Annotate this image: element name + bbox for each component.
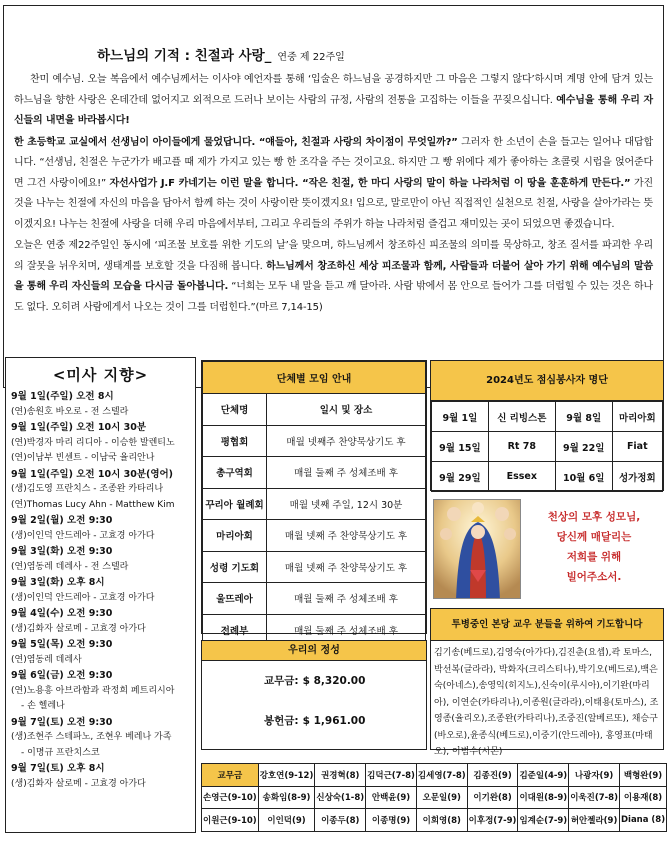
p2-bold-c: 자선사업가 J.F 카네기는 이런 말을 합니다. “작은 친절, 한 마디 사랑의 말이 하늘 나라처럼 이 땅을 훈훈하게 만든다.”: [109, 177, 631, 189]
p3-bold-b: 하느님께서 창조하신 세상 피조물과 함께, 사람들과 더불어 살아 가기 위해 예수님의 말씀을 통해 우리 자신들의 모습을 다시금 돌아봅니다.: [14, 260, 653, 292]
mass-intention: - 손 헬레나: [21, 701, 65, 711]
offering-box: [201, 640, 427, 750]
mass-date: 9월 7일(토) 오전 9:30: [11, 716, 113, 728]
offering-value: $ 8,320.00: [302, 675, 366, 687]
dues-header: 교무금: [202, 764, 259, 787]
mass-date: 9월 3일(화) 오전 9:30: [11, 546, 113, 557]
offering-title: 우리의 정성: [202, 641, 426, 661]
lunch-volunteer: 신 리빙스톤: [488, 402, 555, 432]
p2-bold-a: 한 초등학교 교실에서 선생님이 아이들에게 물었답니다. “얘들아, 친절과 사랑의 차이점이 무엇일까?”: [14, 136, 458, 148]
dues-row: [202, 809, 667, 832]
dues-member: 허안젤라(9): [569, 809, 620, 832]
p1-bold: 예수님을 통해 우리 자신들의 내면을 바라봅시다!: [14, 94, 653, 126]
dues-member: 김세영(7-8): [416, 764, 467, 787]
mary-image: [433, 499, 521, 599]
lunch-date: 9월 29일: [432, 462, 489, 492]
group-meetings-box: [201, 360, 427, 637]
dues-member: 이용재(8): [619, 786, 666, 809]
lunch-volunteer: 마리아회: [612, 402, 662, 432]
offering-label: 교무금:: [264, 675, 299, 687]
mass-list: [11, 389, 190, 792]
dues-member: 이원근(9-10): [202, 809, 259, 832]
lunch-date: 9월 22일: [555, 432, 612, 462]
group-name: 평협회: [203, 425, 267, 457]
sick-title: 투병중인 본당 교우 분들을 위하여 기도합니다: [431, 609, 663, 641]
mass-intention: (생)김도영 프란치스 - 조종완 카타리나: [11, 484, 164, 494]
paragraph-2: [14, 133, 653, 236]
mass-date: 9월 6일(금) 오전 9:30: [11, 670, 113, 681]
p2-text-d: 가진 것을 나누는 친절에 자신의 마음을 담아서 함께 하는 것이 사랑이란 뜻이겠지요! 입으로, 말로만이 아닌 직접적인 실천으로 친절, 사랑을 살아가라는 뜻이겠지요! 나누는 친절에 사랑을 더해 우리 마음에서부터, 그리고 우리들의 주위가 하늘 나라처럼 즐겁고 재미있는 곳이 되었으면 좋겠습니다.: [14, 177, 653, 230]
mary-illustration: [434, 500, 521, 599]
offering-row-dues: [202, 661, 426, 701]
group-name: 전례부: [203, 614, 267, 646]
group-name: 성령 기도회: [203, 551, 267, 583]
mass-date: 9월 5일(목) 오전 9:30: [11, 639, 113, 650]
col-group-name: 단체명: [203, 394, 267, 426]
mass-intention: (생)이인덕 안드레아 - 고효경 아가다: [11, 530, 155, 541]
mass-intention: (연)염동레 데레사 - 전 스텔라: [11, 561, 129, 572]
mass-intention: (생)이인덕 안드레아 - 고효경 아가다: [11, 592, 155, 603]
group-name: 울뜨레아: [203, 583, 267, 615]
lunch-row: [432, 432, 663, 462]
mass-date: 9월 3일(화) 오후 8시: [11, 577, 105, 588]
offering-label: 봉헌금:: [264, 715, 299, 727]
dues-member: 송화임(8-9): [258, 786, 315, 809]
mass-intentions-box: [5, 357, 196, 833]
group-schedule: 매월 넷째 주 찬양묵상기도 후: [267, 520, 426, 552]
dues-member: 김준일(4-9): [518, 764, 569, 787]
prayer-line: 당신께 매달리는: [556, 531, 632, 543]
group-name: 마리아회: [203, 520, 267, 552]
lunch-title: 2024년도 점심봉사자 명단: [431, 361, 663, 401]
lunch-volunteers-box: [430, 360, 664, 491]
article-title-text: 하느님의 기적 : 친절과 사랑_: [97, 48, 272, 64]
dues-member: 신상숙(1-8): [315, 786, 366, 809]
group-name: 총구역회: [203, 457, 267, 489]
mass-title: <미사 지향>: [52, 366, 149, 384]
group-row: [203, 457, 426, 489]
mass-date: 9월 1일(주일) 오전 8시: [11, 391, 114, 402]
p1-text: 찬미 예수님. 오늘 복음에서 예수님께서는 이사야 예언자를 통해 ‘입술은 하느님을 공경하지만 그 마음은 그렇지 않다’하시며 계명 안에 담겨 있는 하느님을 향한 사랑은 온데간데 없어지고 외적으로 드러나 보이는 사람의 규정, 사람의 전통을 고집하는 이들을 꾸짖으십니다.: [14, 74, 653, 106]
article-box: [3, 5, 664, 388]
sick-parishioners-box: [430, 608, 664, 757]
group-schedule: 매월 넷째 주 찬양묵상기도 후: [267, 551, 426, 583]
dues-member: 나광자(9): [569, 764, 620, 787]
paragraph-3: [14, 236, 653, 318]
dues-member: 이후정(7-9): [467, 809, 518, 832]
mass-date: 9월 1일(주일) 오전 10시 30분: [11, 422, 146, 433]
dues-member: 이회영(8): [416, 809, 467, 832]
prayer-text: [524, 507, 664, 587]
prayer-line: 저희를 위해: [566, 551, 622, 563]
mass-intention: (생)김화자 살로메 - 고효경 아가다: [11, 623, 146, 634]
dues-member: Diana (8): [619, 809, 666, 832]
article-subtitle: 연중 제 22주일: [277, 52, 345, 63]
article-title: [14, 44, 653, 64]
group-meetings-title: 단체별 모임 안내: [203, 362, 426, 394]
group-row: [203, 551, 426, 583]
paragraph-1: [14, 70, 653, 132]
dues-member: 이종두(8): [315, 809, 366, 832]
mass-intention: (연)이남부 빈센트 - 이남국 율리안나: [11, 453, 155, 463]
p3-text-c: “너희는 모두 내 말을 듣고 깨 달아라. 사람 밖에서 몸 안으로 들어가 그를 더럽힐 수 있는 것은 하나도 없다. 오히려 사람에게서 나오는 것이 그를 더럽힌다.”(마르 7,14-15): [14, 281, 653, 313]
dues-member: 김종진(9): [467, 764, 518, 787]
group-schedule: 매월 둘째 주 성체조배 후: [267, 583, 426, 615]
prayer-line: 빌어주소서.: [566, 571, 622, 583]
dues-table-box: [201, 763, 664, 831]
mass-intention: (생)김화자 살로메 - 고효경 아가다: [11, 778, 146, 789]
lunch-date: 9월 1일: [432, 402, 489, 432]
group-row: [203, 488, 426, 520]
dues-member: 손영근(9-10): [202, 786, 259, 809]
dues-member: 백형완(9): [619, 764, 666, 787]
mass-intention: (연)송원호 바오로 - 전 스텔라: [11, 406, 129, 417]
mass-date: 9월 2일(월) 오전 9:30: [11, 515, 113, 526]
group-schedule: 매월 넷째 주일, 12시 30분: [267, 488, 426, 520]
mass-intention: (연)염동레 데레사: [11, 654, 82, 665]
dues-member: 김덕근(7-8): [366, 764, 417, 787]
p2-text-b: 그러자 한 소년이 손을 들고는 일어나 대답합니다. “선생님, 친절은 누군가가 배고플 때 제가 가지고 있는 빵 한 조각을 주는 것이고요. 하지만 그 빵 위에다 제가 좋아하는 초콜릿 시럽을 얹어준다면 그건 사랑이에요!”: [14, 136, 653, 189]
dues-member: 이종명(9): [366, 809, 417, 832]
lunch-volunteer: Rt 78: [488, 432, 555, 462]
lunch-date: 9월 15일: [432, 432, 489, 462]
dues-row: [202, 786, 667, 809]
p3-text-a: 오늘은 연중 제22주일인 동시에 ‘피조물 보호를 위한 기도의 날’을 맞으며, 하느님께서 창조하신 피조물의 의미를 묵상하고, 창조 질서를 파괴한 우리의 잘못을 뉘우치며, 생태계를 보호할 것을 다짐해 봅니다.: [14, 240, 653, 272]
mass-date: 9월 1일(주일) 오전 10시 30분(영어): [11, 468, 174, 480]
mass-intention: (연)노용흥 아브라함과 곽정희 페트리시아: [11, 685, 175, 696]
lunch-date: 10월 6일: [555, 462, 612, 492]
mass-date: 9월 4일(수) 오전 9:30: [11, 608, 113, 619]
dues-member: 오문일(9): [416, 786, 467, 809]
dues-row: [202, 764, 667, 787]
mass-date: 9월 7일(토) 오후 8시: [11, 763, 105, 774]
dues-member: 이대원(8-9): [518, 786, 569, 809]
group-schedule: 매월 넷째주 찬양묵상기도 후: [267, 425, 426, 457]
dues-member: 이욱진(7-8): [569, 786, 620, 809]
offering-value: $ 1,961.00: [302, 715, 366, 727]
lunch-date: 9월 8일: [555, 402, 612, 432]
lunch-volunteer: Essex: [488, 462, 555, 492]
dues-member: 강호연(9-12): [258, 764, 315, 787]
offering-row-collection: [202, 701, 426, 741]
lunch-volunteer: Fiat: [612, 432, 662, 462]
group-meetings-table: [202, 361, 426, 646]
prayer-line: 천상의 모후 성모님,: [547, 511, 641, 523]
mass-intention: - 이명규 프란치스코: [21, 747, 100, 758]
group-schedule: 매월 둘째 주 성체조배 후: [267, 614, 426, 646]
lunch-row: [432, 462, 663, 492]
col-group-when: 일시 및 장소: [267, 394, 426, 426]
mass-intention: (연)박경자 마리 리디아 - 이승한 발렌티노: [11, 437, 175, 448]
lunch-volunteer: 성가정회: [612, 462, 662, 492]
dues-member: 안백윤(9): [366, 786, 417, 809]
group-row: [203, 425, 426, 457]
group-name: 꾸리아 월례회: [203, 488, 267, 520]
dues-member: 이인덕(9): [258, 809, 315, 832]
dues-table: [201, 763, 667, 832]
lunch-table: [431, 401, 663, 492]
dues-member: 임계순(7-9): [518, 809, 569, 832]
sick-names: 김기송(베드로),김영숙(아가다),김진춘(요셉),곽 토마스, 박선복(글라라), 박화자(크리스티나),박기오(베드로),백은숙(아네스),송영익(히지노),신숙이(루시아),이기완(마리아), 이연순(카타리나),이종원(글라라),이태용(토마스), 조영종(율리오),조종완(카타리나),조중진(알베르또), 채승구(바오로),윤종식(베드로),이중기(안드레아), 홍영표(마태오), 이범수(시몬): [434, 648, 659, 757]
lunch-row: [432, 402, 663, 432]
group-row: [203, 520, 426, 552]
group-schedule: 매월 둘째 주 성체조배 후: [267, 457, 426, 489]
dues-member: 이기완(8): [467, 786, 518, 809]
group-row: [203, 583, 426, 615]
mass-intention: (생)조현주 스테파노, 조현우 베레나 가족: [11, 732, 172, 742]
mass-intention: (연)Thomas Lucy Ahn - Matthew Kim: [11, 499, 175, 510]
dues-member: 권경혁(8): [315, 764, 366, 787]
